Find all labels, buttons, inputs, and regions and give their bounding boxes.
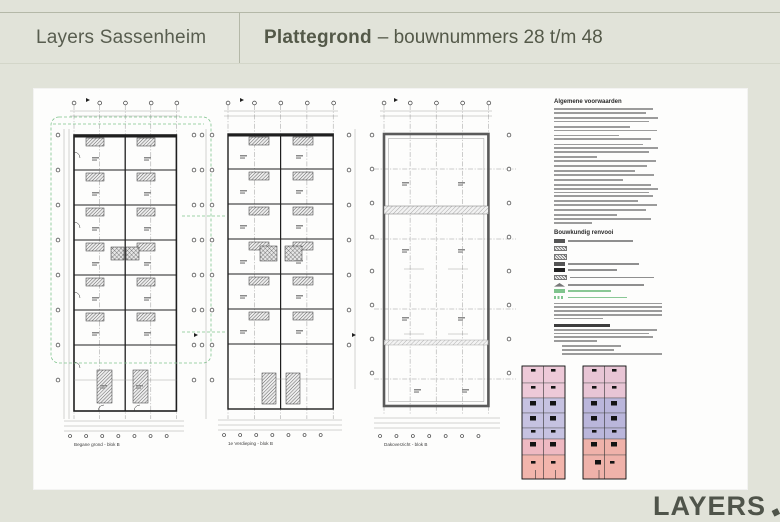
plan-begane-grond xyxy=(51,98,226,447)
legend-item xyxy=(554,289,662,293)
legend-swatch-solid xyxy=(554,239,565,243)
legend-item xyxy=(554,246,662,252)
plan1-caption: Begane grond - blok B xyxy=(74,442,120,447)
legend-swatch-solid xyxy=(554,262,565,266)
layers-logo xyxy=(653,491,780,522)
mini-plan-right xyxy=(583,366,626,479)
header-bottom-border xyxy=(0,63,780,64)
legend-swatch-hatch xyxy=(554,246,567,252)
notes-textline xyxy=(554,108,653,110)
legend-swatch-roof-icon xyxy=(554,283,565,287)
legend-item xyxy=(554,296,662,300)
plan-dakoverzicht xyxy=(372,98,516,447)
legend-item xyxy=(554,262,662,266)
notes-heading-conditions: Algemene voorwaarden xyxy=(554,99,622,105)
plan3-caption: Dakoverzicht - blok B xyxy=(384,442,428,447)
legend-item xyxy=(554,275,662,281)
legend-swatch-green xyxy=(554,289,565,293)
mini-plan-left xyxy=(522,366,565,479)
page-title-group xyxy=(264,13,603,63)
notes-subheading xyxy=(554,324,610,326)
project-name: Layers Sassenheim xyxy=(36,27,207,48)
page-title: Plattegrond xyxy=(264,27,372,48)
legend-swatch-dark xyxy=(554,268,565,272)
logo-arrow-icon xyxy=(770,507,780,518)
logo-text: LAYERS xyxy=(653,491,767,521)
legend-heading: Bouwkundig renvooi xyxy=(554,229,614,236)
legend-item xyxy=(554,254,662,260)
notes-column xyxy=(554,99,662,355)
legend-swatch-green-dashed xyxy=(554,296,565,300)
plan-eerste-verdieping xyxy=(206,98,356,446)
drawing-sheet xyxy=(33,88,748,490)
page-subtitle: – bouwnummers 28 t/m 48 xyxy=(377,27,603,48)
legend-swatch-hatch xyxy=(554,275,567,281)
legend-item xyxy=(554,239,662,243)
plan2-caption: 1e Verdieping - blok B xyxy=(228,441,273,446)
header xyxy=(0,13,780,63)
legend-item xyxy=(554,268,662,272)
legend-swatch-hatch xyxy=(554,254,567,260)
header-divider xyxy=(239,13,240,63)
legend-item xyxy=(554,283,662,287)
